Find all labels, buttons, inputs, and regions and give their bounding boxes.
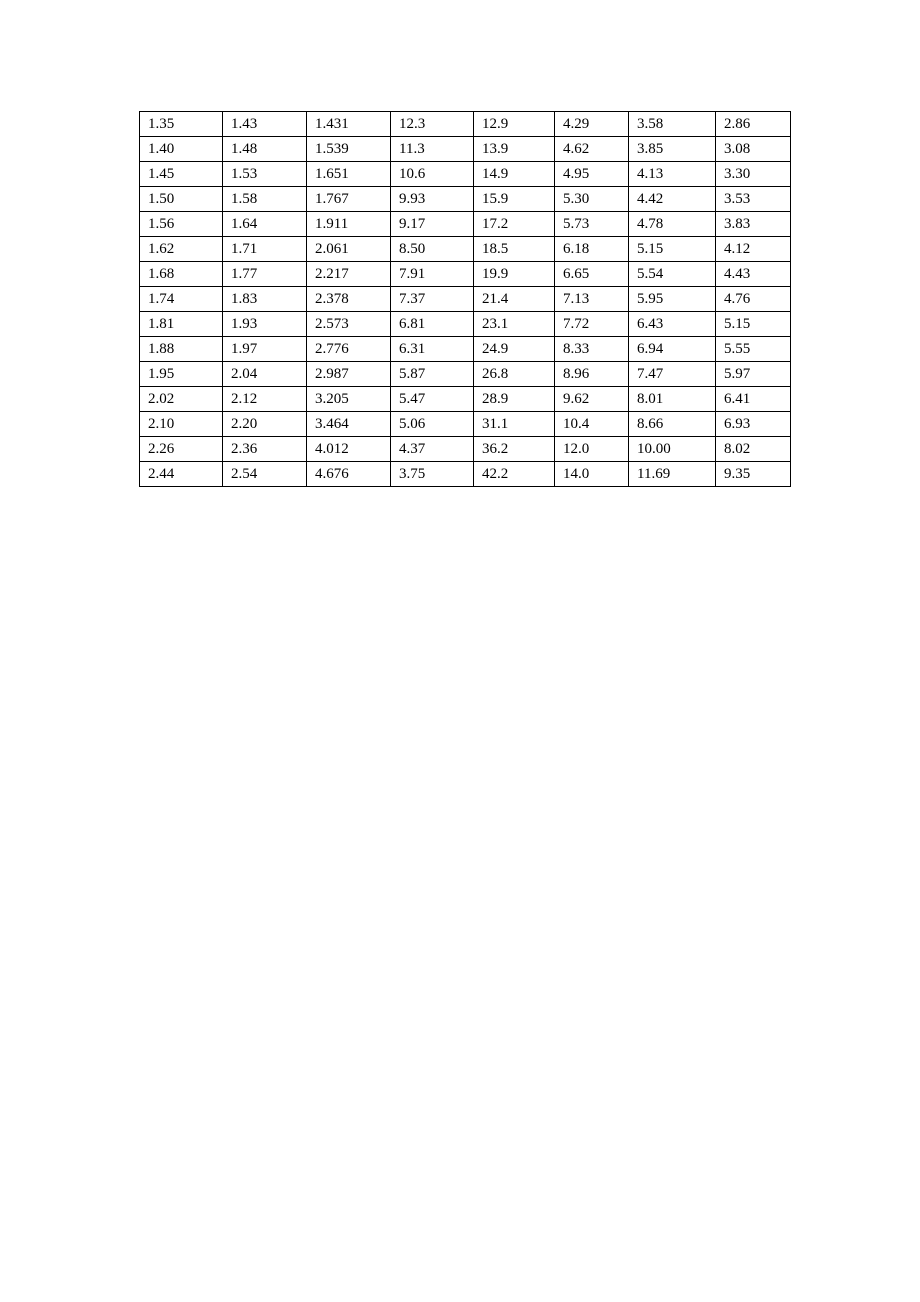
table-cell: 3.08 [716, 137, 791, 162]
table-cell: 15.9 [474, 187, 555, 212]
table-cell: 1.68 [140, 262, 223, 287]
table-cell: 3.205 [307, 387, 391, 412]
table-cell: 8.96 [555, 362, 629, 387]
table-cell: 3.83 [716, 212, 791, 237]
table-cell: 19.9 [474, 262, 555, 287]
table-cell: 23.1 [474, 312, 555, 337]
table-row [140, 362, 791, 387]
table-cell: 36.2 [474, 437, 555, 462]
table-cell: 5.95 [629, 287, 716, 312]
table-cell: 7.47 [629, 362, 716, 387]
table-cell: 3.85 [629, 137, 716, 162]
table-cell: 1.53 [223, 162, 307, 187]
table-row [140, 212, 791, 237]
table-cell: 2.86 [716, 112, 791, 137]
table-cell: 2.36 [223, 437, 307, 462]
table-cell: 4.76 [716, 287, 791, 312]
table-cell: 8.50 [391, 237, 474, 262]
table-cell: 14.0 [555, 462, 629, 487]
table-cell: 1.431 [307, 112, 391, 137]
table-cell: 6.94 [629, 337, 716, 362]
table-cell: 26.8 [474, 362, 555, 387]
table-cell: 6.81 [391, 312, 474, 337]
table-cell: 5.06 [391, 412, 474, 437]
table-cell: 3.53 [716, 187, 791, 212]
table-cell: 8.02 [716, 437, 791, 462]
table-cell: 7.91 [391, 262, 474, 287]
table-cell: 1.56 [140, 212, 223, 237]
data-table [139, 111, 791, 487]
table-cell: 1.81 [140, 312, 223, 337]
table-cell: 1.88 [140, 337, 223, 362]
table-cell: 4.676 [307, 462, 391, 487]
table-cell: 12.3 [391, 112, 474, 137]
table-row [140, 337, 791, 362]
table-cell: 2.02 [140, 387, 223, 412]
table-cell: 1.911 [307, 212, 391, 237]
table-cell: 5.15 [629, 237, 716, 262]
table-cell: 11.69 [629, 462, 716, 487]
table-cell: 6.31 [391, 337, 474, 362]
table-cell: 1.97 [223, 337, 307, 362]
table-cell: 5.15 [716, 312, 791, 337]
table-cell: 2.217 [307, 262, 391, 287]
table-cell: 4.62 [555, 137, 629, 162]
table-row [140, 137, 791, 162]
table-cell: 6.18 [555, 237, 629, 262]
table-cell: 9.17 [391, 212, 474, 237]
table-cell: 9.35 [716, 462, 791, 487]
table-row [140, 162, 791, 187]
table-cell: 1.40 [140, 137, 223, 162]
table-cell: 2.12 [223, 387, 307, 412]
table-cell: 11.3 [391, 137, 474, 162]
table-cell: 6.93 [716, 412, 791, 437]
table-cell: 1.62 [140, 237, 223, 262]
table-cell: 5.30 [555, 187, 629, 212]
table-cell: 2.061 [307, 237, 391, 262]
table-cell: 6.41 [716, 387, 791, 412]
table-cell: 4.29 [555, 112, 629, 137]
table-cell: 1.539 [307, 137, 391, 162]
table-cell: 4.78 [629, 212, 716, 237]
table-body [140, 112, 791, 487]
table-cell: 1.64 [223, 212, 307, 237]
table-cell: 8.01 [629, 387, 716, 412]
table-cell: 7.72 [555, 312, 629, 337]
table-cell: 1.767 [307, 187, 391, 212]
table-cell: 42.2 [474, 462, 555, 487]
table-cell: 8.33 [555, 337, 629, 362]
table-cell: 24.9 [474, 337, 555, 362]
table-cell: 7.37 [391, 287, 474, 312]
table-cell: 4.42 [629, 187, 716, 212]
table-cell: 5.73 [555, 212, 629, 237]
table-row [140, 462, 791, 487]
table-cell: 6.43 [629, 312, 716, 337]
table-cell: 1.95 [140, 362, 223, 387]
table-cell: 3.58 [629, 112, 716, 137]
table-cell: 4.12 [716, 237, 791, 262]
table-cell: 1.77 [223, 262, 307, 287]
table-cell: 2.20 [223, 412, 307, 437]
table-cell: 4.13 [629, 162, 716, 187]
table-row [140, 237, 791, 262]
table-cell: 1.43 [223, 112, 307, 137]
table-cell: 1.48 [223, 137, 307, 162]
table-cell: 2.10 [140, 412, 223, 437]
table-cell: 2.987 [307, 362, 391, 387]
table-row [140, 112, 791, 137]
table-cell: 1.45 [140, 162, 223, 187]
table-cell: 12.0 [555, 437, 629, 462]
table-cell: 31.1 [474, 412, 555, 437]
table-cell: 2.573 [307, 312, 391, 337]
table-cell: 21.4 [474, 287, 555, 312]
table-cell: 28.9 [474, 387, 555, 412]
table-cell: 2.44 [140, 462, 223, 487]
table-cell: 8.66 [629, 412, 716, 437]
table-cell: 10.6 [391, 162, 474, 187]
table-cell: 12.9 [474, 112, 555, 137]
table-cell: 3.30 [716, 162, 791, 187]
table-cell: 2.04 [223, 362, 307, 387]
table-row [140, 312, 791, 337]
table-cell: 6.65 [555, 262, 629, 287]
table-cell: 7.13 [555, 287, 629, 312]
table-cell: 1.83 [223, 287, 307, 312]
table-cell: 14.9 [474, 162, 555, 187]
table-cell: 9.93 [391, 187, 474, 212]
table-cell: 1.93 [223, 312, 307, 337]
table-cell: 17.2 [474, 212, 555, 237]
table-row [140, 412, 791, 437]
table-cell: 1.35 [140, 112, 223, 137]
table-row [140, 262, 791, 287]
table-cell: 13.9 [474, 137, 555, 162]
table-cell: 5.47 [391, 387, 474, 412]
table-row [140, 187, 791, 212]
table-cell: 18.5 [474, 237, 555, 262]
table-row [140, 437, 791, 462]
table-cell: 4.43 [716, 262, 791, 287]
table-cell: 5.55 [716, 337, 791, 362]
table-cell: 4.95 [555, 162, 629, 187]
table-cell: 5.97 [716, 362, 791, 387]
table-cell: 10.00 [629, 437, 716, 462]
table-cell: 1.74 [140, 287, 223, 312]
table-cell: 1.71 [223, 237, 307, 262]
table-cell: 9.62 [555, 387, 629, 412]
table-cell: 5.54 [629, 262, 716, 287]
table-cell: 2.54 [223, 462, 307, 487]
table-cell: 4.012 [307, 437, 391, 462]
table-row [140, 287, 791, 312]
table-cell: 2.378 [307, 287, 391, 312]
table-cell: 1.58 [223, 187, 307, 212]
table-cell: 5.87 [391, 362, 474, 387]
table-cell: 1.651 [307, 162, 391, 187]
table-cell: 2.776 [307, 337, 391, 362]
table-cell: 10.4 [555, 412, 629, 437]
table-cell: 2.26 [140, 437, 223, 462]
table-cell: 4.37 [391, 437, 474, 462]
table-cell: 3.464 [307, 412, 391, 437]
table-cell: 3.75 [391, 462, 474, 487]
table-row [140, 387, 791, 412]
table-cell: 1.50 [140, 187, 223, 212]
